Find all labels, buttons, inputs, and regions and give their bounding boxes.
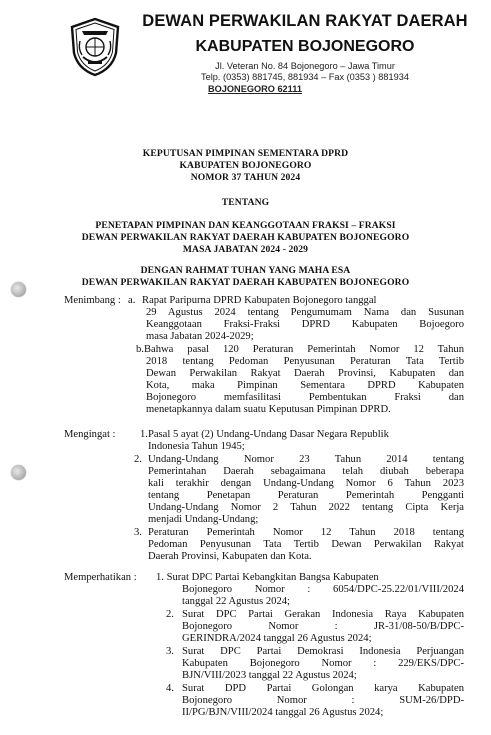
memperhatikan-label: Memperhatikan : bbox=[64, 572, 137, 583]
menimbang-label: Menimbang : bbox=[64, 295, 121, 306]
mengingat-item-line: Undang-Undang Nomor 2 Tahun 2022 tentang Cipta Kerja bbox=[148, 502, 464, 513]
memperhatikan-item-line: Surat DPC Partai Gerakan Indonesia Raya Kabupaten bbox=[182, 609, 464, 620]
mengingat-item-line: Indonesia Tahun 1945; bbox=[148, 441, 245, 452]
mengingat-item-line: menjadi Undang-Undang; bbox=[148, 514, 259, 525]
memperhatikan-item-line: Bojonegoro Nomor : 6054/DPC-25.22/01/VIII/2024 bbox=[182, 584, 464, 595]
memperhatikan-item-line: Bojonegoro Nomor : SUM-26/DPD- bbox=[182, 695, 464, 706]
menimbang-b-line: 2018 tentang Pedoman Penyusunan Peraturan Tata Tertib bbox=[146, 356, 464, 367]
mengingat-item-line: Pemerintahan Daerah sebagaimana telah diubah beberapa bbox=[148, 466, 464, 477]
memperhatikan-item-marker: 2. bbox=[166, 609, 174, 620]
decree-number: NOMOR 37 TAHUN 2024 bbox=[190, 172, 301, 183]
mengingat-item-line: Undang-Undang Nomor 23 Tahun 2014 tentang bbox=[148, 454, 464, 465]
mengingat-item-line: Peraturan Pemerintah Nomor 12 Tahun 2018 tentang bbox=[148, 527, 464, 538]
memperhatikan-item-line: II/PG/BJN/VIII/2024 tanggal 26 Agustus 2024; bbox=[182, 707, 384, 718]
memperhatikan-item-line: Surat DPC Partai Demokrasi Indonesia Perjuangan bbox=[182, 646, 464, 657]
menimbang-b-line: Dewan Perwakilan Rakyat Daerah Provinsi, Kabupaten dan bbox=[146, 368, 464, 379]
menimbang-b-line: b.Bahwa pasal 120 Peraturan Pemerintah Nomor 12 Tahun bbox=[136, 344, 464, 355]
menimbang-a-line: Keanggotaan Fraksi-Fraksi DPRD Kabupaten Bojoegoro bbox=[146, 319, 464, 330]
letterhead-title-line1: DEWAN PERWAKILAN RAKYAT DAERAH bbox=[142, 12, 468, 30]
menimbang-a-line: masa Jabatan 2024-2029; bbox=[146, 331, 254, 342]
memperhatikan-item-line: GERINDRA/2024 tanggal 26 Agustus 2024; bbox=[182, 633, 372, 644]
mengingat-item-line: 1.Pasal 5 ayat (2) Undang-Undang Dasar Negara Republik bbox=[140, 429, 389, 440]
decree-about-label: TENTANG bbox=[221, 197, 270, 208]
mengingat-item-line: Daerah Provinsi, Kabupaten dan Kota. bbox=[148, 551, 312, 562]
mengingat-item-marker: 3. bbox=[134, 527, 142, 538]
mengingat-item-marker: 2. bbox=[134, 454, 142, 465]
mengingat-item-line: Pedoman Penyusunan Tata Tertib Dewan Perwakilan Rakyat bbox=[148, 539, 464, 550]
binder-hole-top bbox=[11, 282, 26, 297]
decree-subject-line2: DEWAN PERWAKILAN RAKYAT DAERAH KABUPATEN BOJONEGORO bbox=[81, 232, 410, 243]
decree-subject-line3: MASA JABATAN 2024 - 2029 bbox=[182, 244, 309, 255]
memperhatikan-item-line: Kabupaten Bojonegoro Nomor : 229/EKS/DPC- bbox=[182, 658, 464, 669]
menimbang-b-line: Kota, maka Pimpinan Sementara DPRD Kabupaten bbox=[146, 380, 464, 391]
decree-grace-line2: DEWAN PERWAKILAN RAKYAT DAERAH KABUPATEN BOJONEGORO bbox=[81, 277, 410, 288]
mengingat-item-line: kali terakhir dengan Undang-Undang Nomor 6 Tahun 2023 bbox=[148, 478, 464, 489]
menimbang-b-line: menetapkannya dalam suatu Keputusan Pimpinan DPRD. bbox=[146, 404, 391, 415]
memperhatikan-item-line: tanggal 22 Agustus 2024; bbox=[182, 596, 290, 607]
letterhead-city-code: BOJONEGORO 62111 bbox=[208, 84, 302, 94]
mengingat-label: Mengingat : bbox=[64, 429, 116, 440]
decree-heading-line1: KEPUTUSAN PIMPINAN SEMENTARA DPRD bbox=[142, 148, 349, 159]
binder-hole-bottom bbox=[11, 465, 26, 480]
letterhead-phone: Telp. (0353) 881745, 881934 – Fax (0353 ) 881934 bbox=[201, 72, 409, 82]
bojonegoro-seal-logo bbox=[68, 17, 122, 77]
memperhatikan-item-line: BJN/VIII/2023 tanggal 22 Agustus 2024; bbox=[182, 670, 357, 681]
decree-subject-line1: PENETAPAN PIMPINAN DAN KEANGGOTAAN FRAKSI – FRAKSI bbox=[95, 220, 396, 231]
menimbang-a-line: Rapat Paripurna DPRD Kabupaten Bojonegoro tanggal bbox=[142, 295, 377, 306]
mengingat-item-line: tentang Penetapan Peraturan Pemerintah Pengganti bbox=[148, 490, 464, 501]
decree-grace-line1: DENGAN RAHMAT TUHAN YANG MAHA ESA bbox=[140, 265, 351, 276]
memperhatikan-item-line: Surat DPD Partai Golongan karya Kabupaten bbox=[182, 683, 464, 694]
menimbang-b-line: Bojonegoro memfasilitasi Pembentukan Fraksi dan bbox=[146, 392, 464, 403]
memperhatikan-item-line: Bojonegoro Nomor : JR-31/08-50/B/DPC- bbox=[182, 621, 464, 632]
menimbang-a-marker: a. bbox=[128, 295, 136, 306]
menimbang-a-line: 29 Agustus 2024 tentang Pengumumam Nama dan Susunan bbox=[146, 307, 464, 318]
decree-heading-line2: KABUPATEN BOJONEGORO bbox=[179, 160, 312, 171]
letterhead-address: Jl. Veteran No. 84 Bojonegoro – Jawa Timur bbox=[215, 61, 395, 71]
memperhatikan-item-line: 1. Surat DPC Partai Kebangkitan Bangsa Kabupaten bbox=[156, 572, 379, 583]
letterhead-title-line2: KABUPATEN BOJONEGORO bbox=[195, 38, 415, 55]
memperhatikan-item-marker: 3. bbox=[166, 646, 174, 657]
memperhatikan-item-marker: 4. bbox=[166, 683, 174, 694]
